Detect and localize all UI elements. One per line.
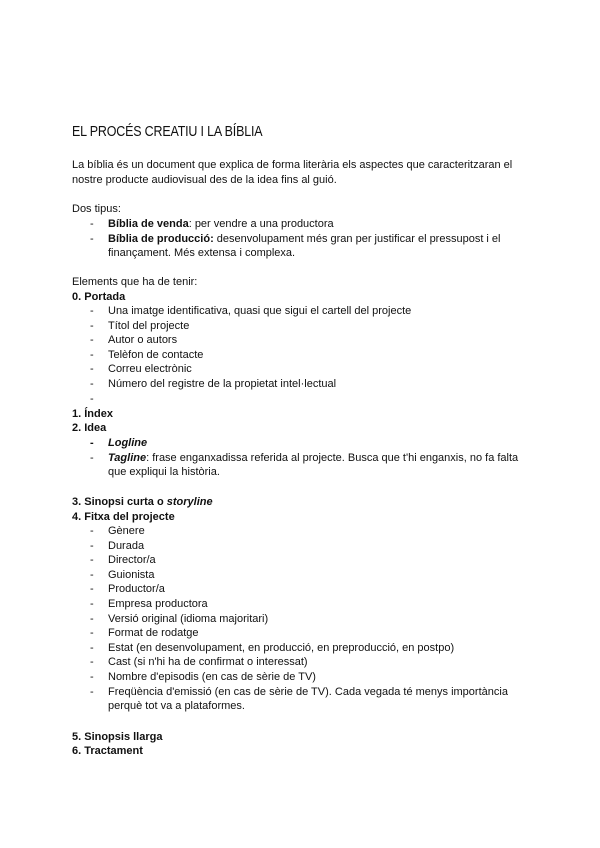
bullet-dash: - <box>90 612 94 625</box>
idea-list <box>90 436 528 480</box>
list-item <box>90 304 528 319</box>
bullet-dash: - <box>90 363 94 376</box>
fitxa-item: Guionista <box>108 568 155 581</box>
section-fitxa: 4. Fitxa del projecte <box>72 511 175 523</box>
type-term: Bíblia de producció: <box>108 232 214 245</box>
bullet-dash: - <box>90 539 94 552</box>
fitxa-item: Freqüència d'emissió (en cas de sèrie de TV). Cada vegada té menys importància perquè tot va a plataformes. <box>108 685 508 713</box>
portada-item: Una imatge identificativa, quasi que sigui el cartell del projecte <box>108 305 412 317</box>
bullet-dash: - <box>90 554 94 567</box>
section-index: 1. Índex <box>72 408 113 420</box>
fitxa-item: Productor/a <box>108 583 165 596</box>
types-list <box>90 217 528 261</box>
bullet-dash: - <box>90 597 94 610</box>
intro-paragraph: La bíblia és un document que explica de forma literària els aspectes que caracteritzaran el nostre producte audiovisual des de la idea fins al guió. <box>72 159 513 186</box>
bullet-dash: - <box>90 334 94 347</box>
type-term: Bíblia de venda <box>108 218 189 230</box>
bullet-dash: - <box>90 232 94 245</box>
bullet-dash: - <box>90 451 94 464</box>
bullet-dash: - <box>90 348 94 361</box>
idea-term: Logline <box>108 437 148 449</box>
elements-label: Elements que ha de tenir: <box>72 276 198 288</box>
list-item <box>90 539 528 554</box>
sinopsi-curta-em: storyline <box>166 496 213 508</box>
list-item <box>90 626 528 641</box>
list-item <box>90 655 528 670</box>
fitxa-item: Empresa productora <box>108 597 208 610</box>
list-item <box>90 553 528 568</box>
section-sinopsis-llarga: 5. Sinopsis llarga <box>72 731 163 743</box>
fitxa-list <box>90 524 528 714</box>
list-item <box>90 217 528 232</box>
bullet-dash: - <box>90 670 94 683</box>
idea-desc: : frase enganxadissa referida al projecte. Busca que t'hi enganxis, no fa falta que expliqui la història. <box>108 451 519 479</box>
fitxa-item: Format de rodatge <box>108 627 199 640</box>
idea-term: Tagline <box>108 451 147 464</box>
list-item <box>90 670 528 685</box>
bullet-dash: - <box>90 525 94 537</box>
section-portada: 0. Portada <box>72 291 126 303</box>
list-item <box>90 377 528 392</box>
list-item <box>90 362 528 377</box>
portada-list <box>90 304 528 406</box>
type-desc: : per vendre a una productora <box>188 218 334 230</box>
bullet-dash: - <box>90 218 94 230</box>
list-item <box>90 392 528 407</box>
bullet-dash: - <box>90 641 94 654</box>
section-sinopsi-curta <box>72 495 213 510</box>
list-item <box>90 319 528 334</box>
sinopsi-curta-prefix: 3. Sinopsi curta o <box>72 496 167 508</box>
list-item <box>90 524 528 539</box>
page-title: EL PROCÉS CREATIU I LA BÍBLIA <box>72 124 263 140</box>
portada-item: Telèfon de contacte <box>108 348 204 361</box>
bullet-dash: - <box>90 583 94 596</box>
list-item <box>90 597 528 612</box>
types-label: Dos tipus: <box>72 203 121 215</box>
portada-item: Autor o autors <box>108 334 178 347</box>
section-idea: 2. Idea <box>72 422 107 434</box>
portada-item: Correu electrònic <box>108 363 192 376</box>
list-item <box>90 232 528 261</box>
portada-item: Títol del projecte <box>108 319 190 332</box>
type-desc: desenvolupament més gran per justificar el pressupost i el finançament. Més extensa i complexa. <box>108 232 501 260</box>
list-item <box>90 451 528 480</box>
list-item <box>90 436 528 451</box>
fitxa-item: Estat (en desenvolupament, en producció, en preproducció, en postpo) <box>108 641 455 654</box>
portada-item: Número del registre de la propietat intel·lectual <box>108 377 337 390</box>
bullet-dash: - <box>90 305 94 317</box>
bullet-dash: - <box>90 656 94 669</box>
bullet-dash: - <box>90 377 94 390</box>
list-item <box>90 348 528 363</box>
fitxa-item: Cast (si n'hi ha de confirmat o interessat) <box>108 656 308 669</box>
list-item <box>90 582 528 597</box>
bullet-dash: - <box>90 319 94 332</box>
list-item <box>90 641 528 656</box>
fitxa-item: Versió original (idioma majoritari) <box>108 612 269 625</box>
list-item <box>90 568 528 583</box>
list-item <box>90 333 528 348</box>
bullet-dash: - <box>90 685 94 698</box>
fitxa-item: Durada <box>108 539 145 552</box>
list-item <box>90 612 528 627</box>
section-tractament: 6. Tractament <box>72 745 143 757</box>
bullet-dash: - <box>90 392 94 405</box>
bullet-dash: - <box>90 627 94 640</box>
fitxa-item: Nombre d'episodis (en cas de sèrie de TV) <box>108 670 316 683</box>
list-item <box>90 685 528 714</box>
fitxa-item: Director/a <box>108 554 156 567</box>
fitxa-item: Gènere <box>108 525 145 537</box>
bullet-dash: - <box>90 568 94 581</box>
bullet-dash: - <box>90 437 94 449</box>
